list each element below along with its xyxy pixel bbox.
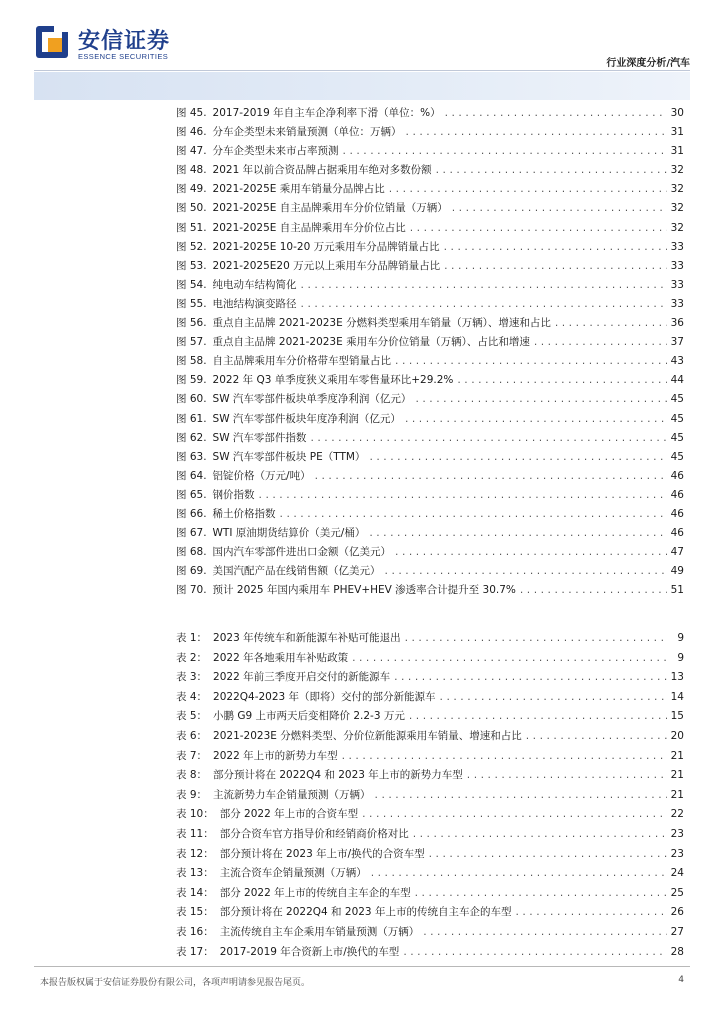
leader-dots bbox=[404, 630, 667, 650]
table-toc-entry[interactable] bbox=[176, 923, 684, 943]
entry-page-number: 9 bbox=[677, 632, 684, 644]
entry-label: 图 57. bbox=[176, 336, 207, 349]
entry-label: 表 9： bbox=[176, 788, 208, 801]
logo-chinese-name: 安信证券 bbox=[78, 29, 171, 54]
entry-label: 图 55. bbox=[176, 297, 207, 310]
entry-title: 国内汽车零部件进出口金额（亿美元） bbox=[212, 546, 392, 559]
figure-toc-entry[interactable] bbox=[176, 581, 684, 600]
entry-page-number: 14 bbox=[670, 690, 684, 703]
entry-title: 美国汽配产品在线销售额（亿美元） bbox=[212, 565, 381, 578]
leader-dots bbox=[258, 487, 667, 506]
leader-dots bbox=[554, 315, 667, 334]
figure-toc-entry[interactable] bbox=[176, 429, 684, 448]
entry-label: 表 8： bbox=[176, 769, 208, 782]
figure-toc-entry[interactable] bbox=[176, 199, 684, 218]
table-index bbox=[176, 629, 684, 962]
entry-page-number: 51 bbox=[670, 584, 684, 597]
figure-toc-entry[interactable] bbox=[176, 352, 684, 371]
entry-page-number: 32 bbox=[670, 221, 684, 234]
report-type: 行业深度分析/汽车 bbox=[606, 58, 690, 69]
entry-page-number: 32 bbox=[670, 183, 684, 196]
entry-label: 图 63. bbox=[176, 450, 207, 463]
figure-toc-entry[interactable] bbox=[176, 314, 684, 333]
entry-title: 主流新势力车企销量预测（万辆） bbox=[213, 788, 371, 801]
entry-label: 图 45. bbox=[176, 107, 207, 119]
leader-dots bbox=[451, 200, 667, 219]
entry-title: 电池结构演变路径 bbox=[212, 297, 297, 310]
footer-divider bbox=[34, 966, 690, 967]
table-toc-entry[interactable] bbox=[176, 943, 684, 963]
figure-toc-entry[interactable] bbox=[176, 524, 684, 543]
entry-page-number: 20 bbox=[670, 729, 684, 742]
leader-dots bbox=[519, 582, 667, 601]
entry-title: WTI 原油期货结算价（美元/桶） bbox=[212, 527, 366, 540]
figure-toc-entry[interactable] bbox=[176, 562, 684, 581]
entry-title: 2023 年传统车和新能源车补贴可能退出 bbox=[213, 632, 401, 644]
figure-toc-entry[interactable] bbox=[176, 104, 684, 123]
entry-label: 图 48. bbox=[176, 164, 207, 177]
table-toc-entry[interactable] bbox=[176, 747, 684, 767]
leader-dots bbox=[439, 689, 667, 709]
figure-toc-entry[interactable] bbox=[176, 486, 684, 505]
figure-toc-entry[interactable] bbox=[176, 371, 684, 390]
leader-dots bbox=[370, 865, 667, 885]
entry-label: 表 6： bbox=[176, 729, 208, 742]
entry-label: 图 51. bbox=[176, 221, 207, 234]
entry-page-number: 23 bbox=[670, 847, 684, 860]
entry-page-number: 27 bbox=[670, 925, 684, 938]
figure-index bbox=[176, 104, 684, 600]
entry-title: 自主品牌乘用车分价格带车型销量占比 bbox=[212, 355, 392, 368]
entry-title: 重点自主品牌 2021-2023E 乘用车分价位销量（万辆）、占比和增速 bbox=[212, 336, 530, 349]
table-toc-entry[interactable] bbox=[176, 766, 684, 786]
entry-title: 重点自主品牌 2021-2023E 分燃料类型乘用车销量（万辆）、增速和占比 bbox=[212, 317, 551, 330]
essence-logo-icon bbox=[34, 24, 70, 60]
entry-page-number: 45 bbox=[670, 450, 684, 463]
entry-page-number: 25 bbox=[670, 886, 684, 899]
entry-title: 钢价指数 bbox=[212, 488, 255, 501]
leader-dots bbox=[412, 826, 667, 846]
figure-toc-entry[interactable] bbox=[176, 180, 684, 199]
entry-label: 图 60. bbox=[176, 393, 207, 406]
entry-page-number: 43 bbox=[670, 355, 684, 368]
leader-dots bbox=[361, 806, 667, 826]
figure-toc-entry[interactable] bbox=[176, 410, 684, 429]
entry-label: 图 52. bbox=[176, 240, 207, 253]
table-toc-entry[interactable] bbox=[176, 903, 684, 923]
table-toc-entry[interactable] bbox=[176, 845, 684, 865]
header-divider bbox=[34, 70, 690, 71]
entry-label: 图 62. bbox=[176, 431, 207, 444]
entry-label: 图 59. bbox=[176, 374, 207, 387]
entry-label: 表 7： bbox=[176, 749, 208, 762]
entry-label: 表 14： bbox=[176, 886, 214, 899]
leader-dots bbox=[428, 846, 667, 866]
figure-toc-entry[interactable] bbox=[176, 142, 684, 161]
entry-title: SW 汽车零部件板块 PE（TTM） bbox=[212, 450, 366, 463]
entry-label: 表 13： bbox=[176, 867, 214, 880]
figure-toc-entry[interactable] bbox=[176, 505, 684, 524]
entry-label: 表 4： bbox=[176, 690, 208, 703]
entry-label: 图 64. bbox=[176, 469, 207, 482]
entry-label: 表 3： bbox=[176, 671, 208, 684]
entry-page-number: 45 bbox=[670, 431, 684, 444]
entry-page-number: 44 bbox=[670, 374, 684, 387]
entry-label: 图 67. bbox=[176, 527, 207, 540]
page-number: 4 bbox=[678, 975, 684, 985]
entry-title: 2021-2025E 自主品牌乘用车分价位销量（万辆） bbox=[212, 202, 448, 215]
entry-label: 图 46. bbox=[176, 126, 207, 139]
leader-dots bbox=[368, 449, 667, 468]
leader-dots bbox=[444, 105, 667, 124]
entry-label: 表 5： bbox=[176, 710, 208, 723]
table-toc-entry[interactable] bbox=[176, 884, 684, 904]
leader-dots bbox=[300, 277, 667, 296]
leader-dots bbox=[279, 506, 667, 525]
leader-dots bbox=[394, 544, 667, 563]
entry-page-number: 46 bbox=[670, 469, 684, 482]
leader-dots bbox=[314, 468, 667, 487]
entry-page-number: 33 bbox=[670, 278, 684, 291]
figure-toc-entry[interactable] bbox=[176, 333, 684, 352]
entry-page-number: 22 bbox=[670, 808, 684, 821]
entry-page-number: 24 bbox=[670, 867, 684, 880]
entry-title: 部分 2022 年上市的合资车型 bbox=[219, 808, 359, 821]
leader-dots bbox=[341, 748, 667, 768]
entry-page-number: 49 bbox=[670, 565, 684, 578]
table-toc-entry[interactable] bbox=[176, 805, 684, 825]
entry-page-number: 32 bbox=[670, 164, 684, 177]
leader-dots bbox=[409, 220, 667, 239]
figure-toc-entry[interactable] bbox=[176, 123, 684, 142]
entry-title: 分车企类型未来销量预测（单位：万辆） bbox=[212, 126, 402, 139]
leader-dots bbox=[443, 239, 667, 258]
entry-page-number: 36 bbox=[670, 317, 684, 330]
entry-page-number: 47 bbox=[670, 546, 684, 559]
figure-toc-entry[interactable] bbox=[176, 390, 684, 409]
entry-page-number: 33 bbox=[670, 297, 684, 310]
entry-title: 2022 年 Q3 单季度狭义乘用车零售量环比+29.2% bbox=[212, 374, 454, 387]
leader-dots bbox=[435, 162, 667, 181]
leader-dots bbox=[393, 669, 667, 689]
entry-title: SW 汽车零部件板块年度净利润（亿元） bbox=[212, 412, 401, 425]
entry-label: 图 61. bbox=[176, 412, 207, 425]
leader-dots bbox=[414, 885, 667, 905]
figure-toc-entry[interactable] bbox=[176, 276, 684, 295]
table-toc-entry[interactable] bbox=[176, 825, 684, 845]
table-toc-entry[interactable] bbox=[176, 707, 684, 727]
leader-dots bbox=[374, 787, 667, 807]
entry-title: 部分预计将在 2023 年上市/换代的合资车型 bbox=[219, 847, 425, 860]
entry-label: 图 70. bbox=[176, 584, 207, 597]
entry-label: 表 11： bbox=[176, 827, 214, 840]
entry-title: 2017-2019 年自主车企净利率下滑（单位：%） bbox=[212, 107, 441, 119]
entry-title: 2021 年以前合资品牌占据乘用车绝对多数份额 bbox=[212, 164, 432, 177]
entry-page-number: 45 bbox=[670, 393, 684, 406]
entry-title: 2022 年上市的新势力车型 bbox=[213, 749, 338, 762]
entry-page-number: 45 bbox=[670, 412, 684, 425]
entry-page-number: 9 bbox=[677, 651, 684, 664]
entry-label: 图 69. bbox=[176, 565, 207, 578]
entry-page-number: 13 bbox=[670, 671, 684, 684]
leader-dots bbox=[404, 411, 667, 430]
leader-dots bbox=[309, 430, 667, 449]
entry-title: 小鹏 G9 上市两天后变相降价 2.2-3 万元 bbox=[213, 710, 405, 723]
leader-dots bbox=[342, 143, 667, 162]
entry-page-number: 31 bbox=[670, 126, 684, 139]
entry-title: 分车企类型未来市占率预测 bbox=[212, 145, 339, 158]
table-toc-entry[interactable] bbox=[176, 688, 684, 708]
table-toc-entry[interactable] bbox=[176, 668, 684, 688]
entry-page-number: 46 bbox=[670, 488, 684, 501]
entry-title: 稀土价格指数 bbox=[212, 507, 276, 520]
table-toc-entry[interactable] bbox=[176, 629, 684, 649]
entry-title: 2017-2019 年合资新上市/换代的车型 bbox=[219, 945, 400, 958]
table-toc-entry[interactable] bbox=[176, 864, 684, 884]
table-toc-entry[interactable] bbox=[176, 727, 684, 747]
table-toc-entry[interactable] bbox=[176, 649, 684, 669]
entry-page-number: 15 bbox=[670, 710, 684, 723]
leader-dots bbox=[533, 334, 667, 353]
entry-title: 预计 2025 年国内乘用车 PHEV+HEV 渗透率合计提升至 30.7% bbox=[212, 584, 516, 597]
entry-title: 2021-2023E 分燃料类型、分价位新能源乘用车销量、增速和占比 bbox=[213, 729, 522, 742]
entry-label: 表 16： bbox=[176, 925, 214, 938]
leader-dots bbox=[422, 924, 667, 944]
entry-page-number: 28 bbox=[670, 945, 684, 958]
leader-dots bbox=[456, 372, 667, 391]
company-logo bbox=[34, 22, 184, 68]
entry-page-number: 33 bbox=[670, 240, 684, 253]
entry-label: 表 15： bbox=[176, 906, 214, 919]
leader-dots bbox=[466, 767, 667, 787]
entry-title: 部分预计将在 2022Q4 和 2023 年上市的传统自主车企的车型 bbox=[219, 906, 512, 919]
entry-label: 图 68. bbox=[176, 546, 207, 559]
figure-toc-entry[interactable] bbox=[176, 543, 684, 562]
entry-label: 图 65. bbox=[176, 488, 207, 501]
entry-page-number: 46 bbox=[670, 527, 684, 540]
leader-dots bbox=[525, 728, 667, 748]
leader-dots bbox=[402, 944, 667, 964]
entry-page-number: 21 bbox=[670, 769, 684, 782]
entry-label: 图 58. bbox=[176, 355, 207, 368]
table-toc-entry[interactable] bbox=[176, 786, 684, 806]
entry-title: 部分合资车官方指导价和经销商价格对比 bbox=[219, 827, 409, 840]
leader-dots bbox=[384, 563, 667, 582]
leader-dots bbox=[514, 904, 667, 924]
entry-page-number: 30 bbox=[670, 107, 684, 119]
entry-page-number: 32 bbox=[670, 202, 684, 215]
entry-title: 部分预计将在 2022Q4 和 2023 年上市的新势力车型 bbox=[213, 769, 463, 782]
entry-title: 纯电动车结构简化 bbox=[212, 278, 297, 291]
leader-dots bbox=[394, 353, 667, 372]
entry-label: 表 2： bbox=[176, 651, 208, 664]
logo-english-name: ESSENCE SECURITIES bbox=[78, 52, 169, 61]
entry-title: 铝锭价格（万元/吨） bbox=[212, 469, 311, 482]
entry-label: 图 56. bbox=[176, 317, 207, 330]
leader-dots bbox=[351, 650, 667, 670]
entry-page-number: 37 bbox=[670, 336, 684, 349]
footer-disclaimer: 本报告版权属于安信证券股份有限公司，各项声明请参见报告尾页。 bbox=[40, 978, 311, 988]
entry-page-number: 33 bbox=[670, 259, 684, 272]
leader-dots bbox=[300, 296, 667, 315]
entry-label: 表 1： bbox=[176, 632, 208, 644]
leader-dots bbox=[408, 708, 667, 728]
entry-title: 2022 年前三季度开启交付的新能源车 bbox=[213, 671, 391, 684]
entry-label: 表 10： bbox=[176, 808, 214, 821]
entry-title: 2022 年各地乘用车补贴政策 bbox=[213, 651, 349, 664]
figure-toc-entry[interactable] bbox=[176, 219, 684, 238]
entry-page-number: 23 bbox=[670, 827, 684, 840]
entry-label: 图 54. bbox=[176, 278, 207, 291]
entry-title: 2021-2025E 乘用车销量分品牌占比 bbox=[212, 183, 385, 196]
entry-label: 图 49. bbox=[176, 183, 207, 196]
leader-dots bbox=[443, 258, 667, 277]
entry-title: 主流合资车企销量预测（万辆） bbox=[219, 867, 367, 880]
entry-label: 表 17： bbox=[176, 945, 214, 958]
figure-toc-entry[interactable] bbox=[176, 238, 684, 257]
leader-dots bbox=[414, 391, 667, 410]
figure-toc-entry[interactable] bbox=[176, 161, 684, 180]
entry-page-number: 21 bbox=[670, 788, 684, 801]
entry-label: 图 53. bbox=[176, 259, 207, 272]
entry-page-number: 31 bbox=[670, 145, 684, 158]
entry-title: SW 汽车零部件板块单季度净利润（亿元） bbox=[212, 393, 412, 406]
figure-toc-entry[interactable] bbox=[176, 295, 684, 314]
leader-dots bbox=[368, 525, 667, 544]
figure-toc-entry[interactable] bbox=[176, 448, 684, 467]
entry-title: 2021-2025E20 万元以上乘用车分品牌销量占比 bbox=[212, 259, 441, 272]
entry-label: 图 66. bbox=[176, 507, 207, 520]
header-band bbox=[34, 72, 690, 100]
leader-dots bbox=[388, 181, 667, 200]
entry-title: 部分 2022 年上市的传统自主车企的车型 bbox=[219, 886, 411, 899]
entry-title: SW 汽车零部件指数 bbox=[212, 431, 307, 444]
entry-label: 图 50. bbox=[176, 202, 207, 215]
entry-title: 2022Q4-2023 年（即将）交付的部分新能源车 bbox=[213, 690, 436, 703]
entry-page-number: 46 bbox=[670, 507, 684, 520]
leader-dots bbox=[405, 124, 667, 143]
entry-title: 2021-2025E 自主品牌乘用车分价位占比 bbox=[212, 221, 406, 234]
entry-label: 表 12： bbox=[176, 847, 214, 860]
figure-toc-entry[interactable] bbox=[176, 257, 684, 276]
entry-page-number: 21 bbox=[670, 749, 684, 762]
entry-label: 图 47. bbox=[176, 145, 207, 158]
figure-toc-entry[interactable] bbox=[176, 467, 684, 486]
entry-title: 主流传统自主车企乘用车销量预测（万辆） bbox=[219, 925, 420, 938]
entry-title: 2021-2025E 10-20 万元乘用车分品牌销量占比 bbox=[212, 240, 440, 253]
entry-page-number: 26 bbox=[670, 906, 684, 919]
